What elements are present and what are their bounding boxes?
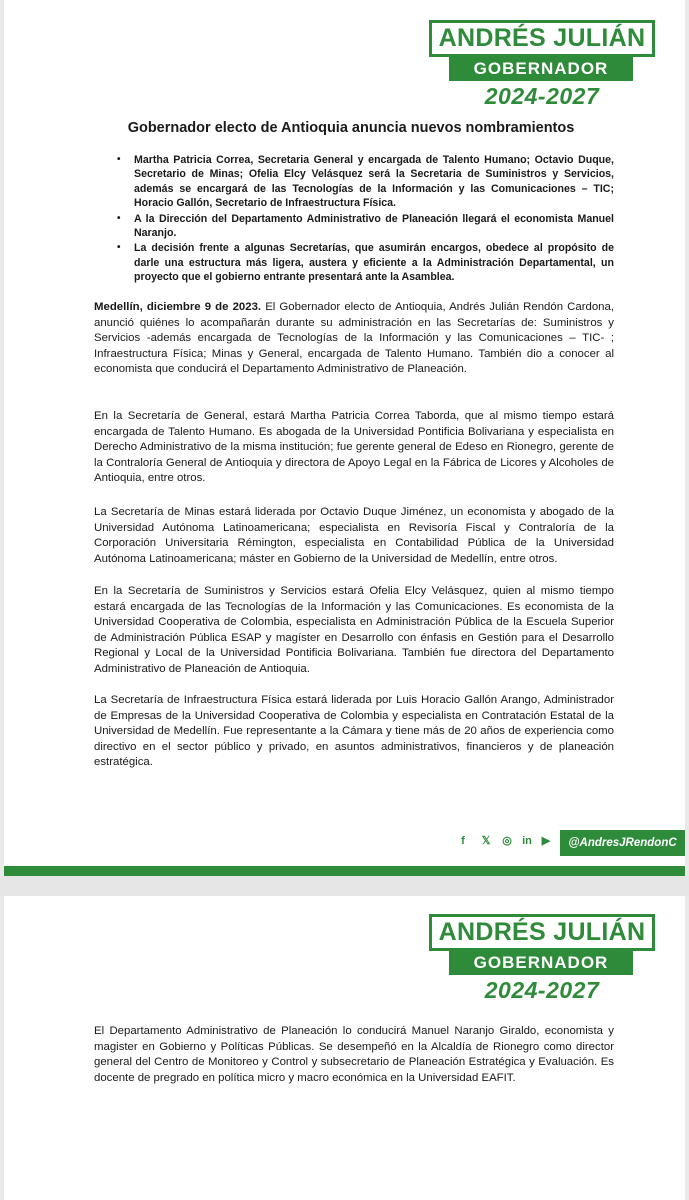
paragraph-text: El Gobernador electo de Antioquia, Andrés Julián Rendón Cardona, anunció quiénes lo acompañarán durante su administración en las Secretarías de: Suministros y Servicios -además encargada de Tecnologías de la Información y las Comunicaciones – TIC- ; Infraestructura Física; Minas y General, encargada de Talento Humano. También dio a conocer al economista que conducirá el Departamento Administrativo de Planeación. <box>94 301 615 376</box>
facebook-icon[interactable]: f <box>461 835 465 847</box>
document-page-2 <box>4 896 685 1200</box>
body-paragraph: La Secretaría de Infraestructura Física estará liderada por Luis Horacio Gallón Arango, Administrador de Empresas de la Universidad Cooperativa de Colombia y especialista en Contratación Estatal de la Universidad de Medellín. Fue representante a la Cámara y tiene más de 20 años de experiencia como directivo en el sector público y privado, en asuntos administrativos, financieros y de planeación estratégica. <box>94 694 614 769</box>
dateline: Medellín, diciembre 9 de 2023. <box>94 301 262 313</box>
body-paragraph-intro <box>94 300 614 378</box>
highlight-item <box>116 212 614 241</box>
instagram-icon[interactable]: ◎ <box>502 835 512 847</box>
highlight-text: La decisión frente a algunas Secretarías, que asumirán encargos, obedece al propósito de darle una estructura más ligera, austera y eficiente a la Administración Departamental, un proyecto que el gobierno entrante presentará ante la Asamblea. <box>134 242 614 284</box>
logo-name: ANDRÉS JULIÁN <box>429 914 655 951</box>
highlights-list <box>116 153 614 286</box>
body-paragraph: En la Secretaría de General, estará Martha Patricia Correa Taborda, que al mismo tiempo estará encargada de Talento Humano. Es abogada de la Universidad Pontificia Bolivariana y especialista en Derecho Administrativo de la misma institución; fue gerente general de Edeso en Rionegro, gerente de la Contraloría General de Antioquia y directora de Apoyo Legal en la Fábrica de Licores y Alcoholes de Antioquia, entre otros. <box>94 410 614 485</box>
logo-name: ANDRÉS JULIÁN <box>429 20 655 57</box>
footer <box>4 828 685 876</box>
highlight-item <box>116 153 614 211</box>
social-handle[interactable]: @AndresJRendonC <box>560 830 685 856</box>
body-paragraph: El Departamento Administrativo de Planeación lo conducirá Manuel Naranjo Giraldo, economista y magister en Gobierno y Políticas Públicas. Se desempeñó en la Alcaldía de Rionegro como director general del Centro de Monitoreo y Control y subsecretario de Planeación Estratégica y Evaluación. Es docente de pregrado en política micro y macro económica en la Universidad EAFIT. <box>94 1025 614 1084</box>
press-release-title: Gobernador electo de Antioquia anuncia nuevos nombramientos <box>127 120 575 136</box>
linkedin-icon[interactable]: in <box>522 835 532 847</box>
campaign-logo <box>429 914 655 1006</box>
logo-years: 2024-2027 <box>484 83 600 109</box>
x-icon[interactable]: 𝕏 <box>481 835 491 847</box>
body-paragraph: La Secretaría de Minas estará liderada por Octavio Duque Jiménez, un economista y abogado de la Universidad Autónoma Latinoamericana; especialista en Revisoría Fiscal y Contraloría de la Corporación Universitaria Rémington, especialista en Contabilidad Pública de la Universidad Autónoma Latinoamericana; máster en Gobierno de la Universidad de Medellín, entre otros. <box>94 506 614 565</box>
logo-role: GOBERNADOR <box>449 951 633 975</box>
campaign-logo <box>429 20 655 112</box>
page-separator <box>0 876 689 896</box>
logo-role: GOBERNADOR <box>449 57 633 81</box>
bullet-icon: • <box>117 212 121 224</box>
logo-years: 2024-2027 <box>484 977 600 1003</box>
bullet-icon: • <box>117 242 121 254</box>
body-paragraph: En la Secretaría de Suministros y Servicios estará Ofelia Elcy Velásquez, quien al mismo tiempo estará encargada de las Tecnologías de la Información y las Comunicaciones. Es economista de la Universidad Cooperativa de Colombia, especialista en Administración Pública de la Escuela Superior de Administración Pública ESAP y magíster en Desarrollo con énfasis en Gestión para el Desarrollo Regional y Local de la Universidad Pontificia Bolivariana. También fue directora del Departamento Administrativo de Planeación de Antioquia. <box>94 585 614 675</box>
highlight-item <box>116 241 614 284</box>
youtube-icon[interactable]: ▶ <box>541 835 551 847</box>
highlight-text: A la Dirección del Departamento Administrativo de Planeación llegará el economista Manuel Naranjo. <box>134 212 614 240</box>
footer-strip <box>4 866 685 876</box>
highlight-text: Martha Patricia Correa, Secretaria General y encargada de Talento Humano; Octavio Duque, Secretario de Minas; Ofelia Elcy Velásquez será la Secretaria de Suministros y Servicios, además se encargará de las Tecnologías de la Información y las Comunicaciones – TIC; Horacio Gallón, Secretario de Infraestructura Física. <box>134 154 614 210</box>
bullet-icon: • <box>117 154 121 165</box>
document-page-1 <box>4 0 685 876</box>
